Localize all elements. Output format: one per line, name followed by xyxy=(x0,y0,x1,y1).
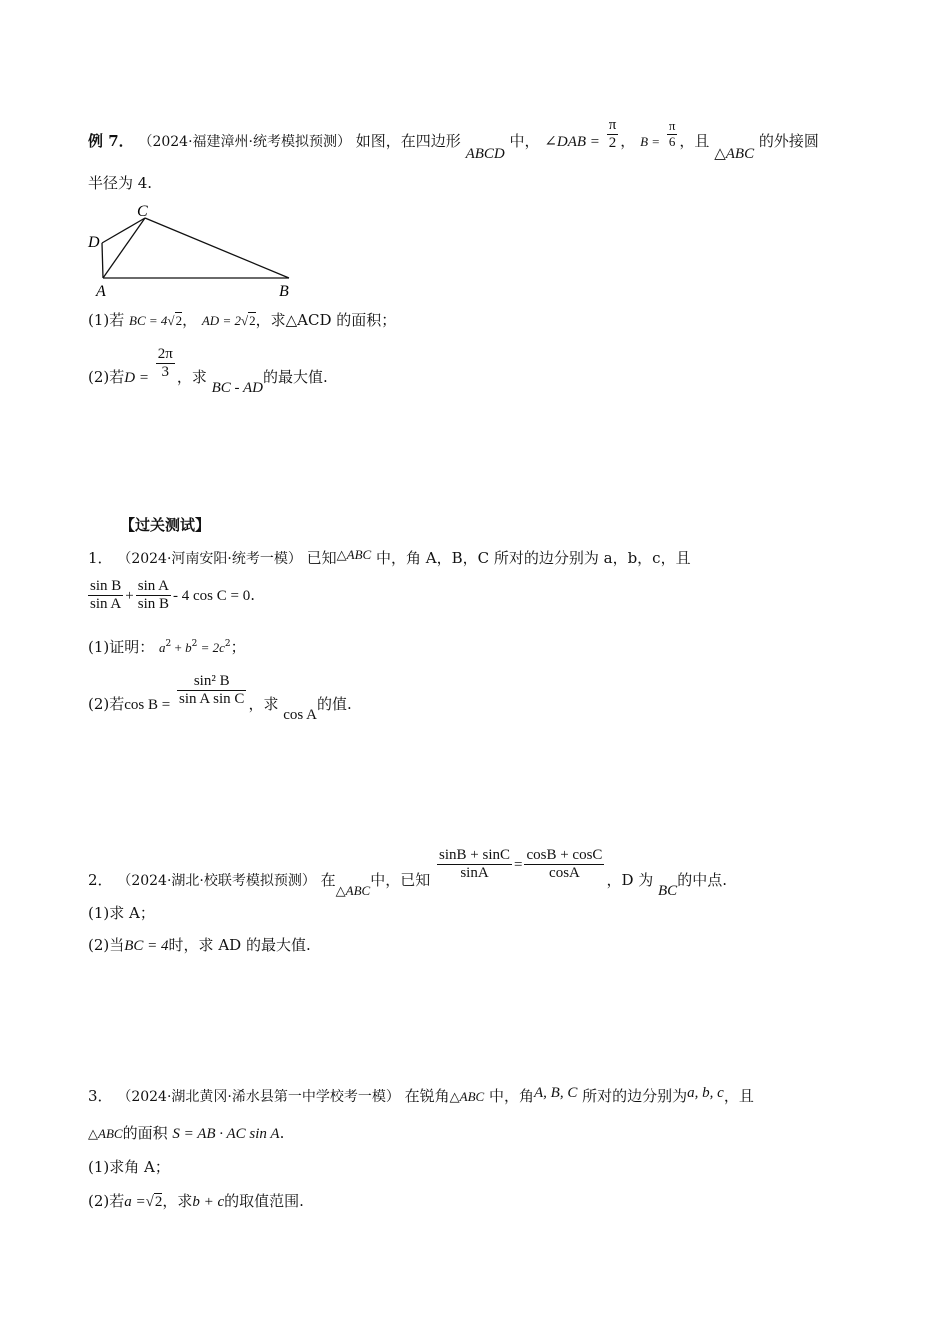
math-expression: BC - AD xyxy=(211,379,264,396)
fraction-numerator: sin A xyxy=(136,578,171,596)
problem-text: ，且 xyxy=(723,1087,754,1105)
math-a: a xyxy=(159,640,166,655)
fraction-denominator: 3 xyxy=(161,364,170,381)
math-area-formula: S = AB · AC sin A xyxy=(172,1126,280,1142)
problem-text: 中，已知 xyxy=(370,870,431,889)
problem-text: 中，角 xyxy=(489,1087,535,1105)
sqrt-sign: √ xyxy=(145,1194,154,1210)
problem-text: ，D 为 xyxy=(606,870,654,889)
edge-ad xyxy=(102,243,103,278)
example-7-question-1 xyxy=(88,313,396,328)
problem-1-equation xyxy=(86,578,255,614)
math-cosa: cos A xyxy=(283,706,317,723)
example-source: （2024·福建漳州·统考模拟预测） xyxy=(138,133,351,150)
math-ad: AD = 2 xyxy=(201,313,241,328)
question-lead: (2)当 xyxy=(88,936,125,954)
question-lead: (1)证明： xyxy=(88,638,155,656)
math-cosb: cos B = xyxy=(124,696,171,713)
triangle-abc: △ABC xyxy=(335,882,371,898)
operator-plus: + xyxy=(125,587,134,604)
example-text: 的外接圆 xyxy=(758,131,819,150)
math-angles: A, B, C xyxy=(534,1085,578,1101)
operator-equals: = xyxy=(514,856,523,873)
math-bc: BC = 4 xyxy=(129,313,168,328)
problem-text: 的面积 xyxy=(122,1124,168,1142)
exponent-2: 2 xyxy=(191,639,198,649)
question-lead: (1)若 xyxy=(88,311,125,329)
math-equals-2c: = 2c xyxy=(197,640,225,655)
quad-label: ABCD xyxy=(465,145,505,162)
problem-3-question-1: (1)求角 A； xyxy=(88,1158,170,1176)
question-text: 的最大值. xyxy=(263,367,328,386)
question-text: 的值. xyxy=(317,694,352,713)
fraction-numerator: sin B xyxy=(88,578,123,596)
problem-text: 的中点. xyxy=(677,870,727,889)
problem-text: 中，角 A，B，C 所对的边分别为 a，b，c，且 xyxy=(376,549,691,567)
question-text: 时，求 AD 的最大值. xyxy=(168,936,311,954)
question-lead: (2)若 xyxy=(88,694,125,713)
problem-3-line-2 xyxy=(88,1126,284,1142)
problem-1-question-1 xyxy=(88,640,246,655)
question-text: ， xyxy=(182,311,198,329)
problem-text: 在 xyxy=(320,870,336,889)
fraction-sin2b-over-sinasinc xyxy=(177,673,246,709)
sqrt-sign: √ xyxy=(240,313,249,328)
fraction-numerator: cosB + cosC xyxy=(524,847,604,865)
edge-dc xyxy=(102,218,145,243)
exponent-2: 2 xyxy=(165,639,172,649)
problem-source: （2024·湖北黄冈·浠水县第一中学校考一模） xyxy=(117,1089,400,1105)
operator-plus: + xyxy=(171,640,186,655)
example-text: 中， xyxy=(509,131,540,150)
fraction-2pi-over-3 xyxy=(156,346,175,382)
vertex-label-d: D xyxy=(88,234,100,251)
vertex-label-b: B xyxy=(279,283,289,300)
fraction-denominator: 2 xyxy=(608,135,617,152)
example-7-line-1 xyxy=(88,117,819,162)
question-text: ，求 xyxy=(176,367,207,386)
vertex-label-c: C xyxy=(137,203,148,220)
sqrt-sign: √ xyxy=(167,313,175,328)
math-b-plus-c: b + c xyxy=(192,1194,225,1210)
math-b: b xyxy=(185,640,192,655)
problem-source: （2024·湖北·校联考模拟预测） xyxy=(117,872,316,889)
problem-text: 所对的边分别为 xyxy=(582,1087,688,1105)
fraction-denominator: 6 xyxy=(668,134,676,150)
math-sides: a, b, c xyxy=(687,1085,724,1101)
problem-number: 3． xyxy=(88,1087,113,1105)
fraction-sum-cosines xyxy=(524,847,604,883)
angle-dab: ∠DAB = xyxy=(544,133,600,150)
section-title: 【过关测试】 xyxy=(120,516,211,534)
problem-source: （2024·河南安阳·统考一模） xyxy=(117,551,302,567)
question-text: ，求△ACD 的面积； xyxy=(255,311,397,329)
example-text: ，且 xyxy=(679,131,710,150)
sqrt-radicand: 2 xyxy=(154,1194,163,1210)
edge-ac xyxy=(103,218,145,278)
fraction-sinb-over-sina xyxy=(88,578,123,614)
fraction-denominator: cosA xyxy=(549,865,580,882)
vertex-label-a: A xyxy=(96,283,106,300)
fraction-numerator: sin² B xyxy=(177,673,246,691)
fraction-sum-sines xyxy=(437,847,512,883)
math-d: D = xyxy=(124,369,149,386)
fraction-pi-over-6 xyxy=(667,119,678,150)
problem-1-line-1 xyxy=(88,547,691,567)
example-label: 例 7． xyxy=(88,131,134,150)
fraction-denominator: sin A xyxy=(90,596,122,613)
sqrt-radicand: 2 xyxy=(175,313,183,328)
sqrt-radicand: 2 xyxy=(249,313,256,328)
problem-3-question-2 xyxy=(88,1194,304,1210)
example-text: 如图，在四边形 xyxy=(355,131,461,150)
triangle-abc: △ABC xyxy=(88,1126,123,1141)
question-text: ，求 xyxy=(162,1192,193,1210)
problem-1-question-2 xyxy=(88,673,352,723)
question-text: ； xyxy=(230,638,246,656)
edge-cb xyxy=(145,218,289,278)
fraction-sina-over-sinb xyxy=(136,578,171,614)
example-text: ， xyxy=(620,131,636,150)
problem-number: 2． xyxy=(88,870,113,889)
problem-2-question-1: (1)求 A； xyxy=(88,904,155,922)
math-a-eq: a = xyxy=(124,1194,146,1210)
problem-2-question-2 xyxy=(88,938,311,954)
fraction-denominator: sinA xyxy=(460,865,489,882)
question-lead: (2)若 xyxy=(88,1192,125,1210)
fraction-numerator: sinB + sinC xyxy=(437,847,512,865)
triangle-abc: △ABC xyxy=(714,145,755,162)
problem-2-line-1 xyxy=(88,847,727,899)
quadrilateral-figure xyxy=(86,200,301,300)
fraction-numerator: 2π xyxy=(156,346,175,364)
fraction-denominator: sin B xyxy=(137,596,169,613)
fraction-numerator: π xyxy=(607,117,619,135)
fraction-numerator: π xyxy=(668,118,676,134)
example-7-line-2: 半径为 4. xyxy=(88,174,153,192)
fraction-denominator: sin A sin C xyxy=(179,691,245,708)
problem-text: . xyxy=(279,1124,285,1142)
triangle-abc: △ABC xyxy=(449,1089,485,1104)
question-text: ，求 xyxy=(248,694,279,713)
equation-tail: - 4 cos C = 0 xyxy=(173,587,251,604)
question-lead: (2)若 xyxy=(88,367,125,386)
triangle-abc: △ABC xyxy=(336,547,372,562)
math-bc-eq-4: BC = 4 xyxy=(124,938,169,954)
fraction-pi-over-2 xyxy=(607,117,619,153)
problem-text: 在锐角 xyxy=(404,1087,450,1105)
problem-text: 已知 xyxy=(306,549,337,567)
angle-b: B = xyxy=(640,133,661,149)
problem-text: . xyxy=(250,585,255,604)
question-text: 的取值范围. xyxy=(224,1192,304,1210)
example-7-question-2 xyxy=(88,346,328,396)
problem-3-line-1 xyxy=(88,1085,754,1105)
problem-number: 1． xyxy=(88,549,113,567)
exponent-2: 2 xyxy=(224,639,231,649)
math-bc: BC xyxy=(658,882,678,899)
